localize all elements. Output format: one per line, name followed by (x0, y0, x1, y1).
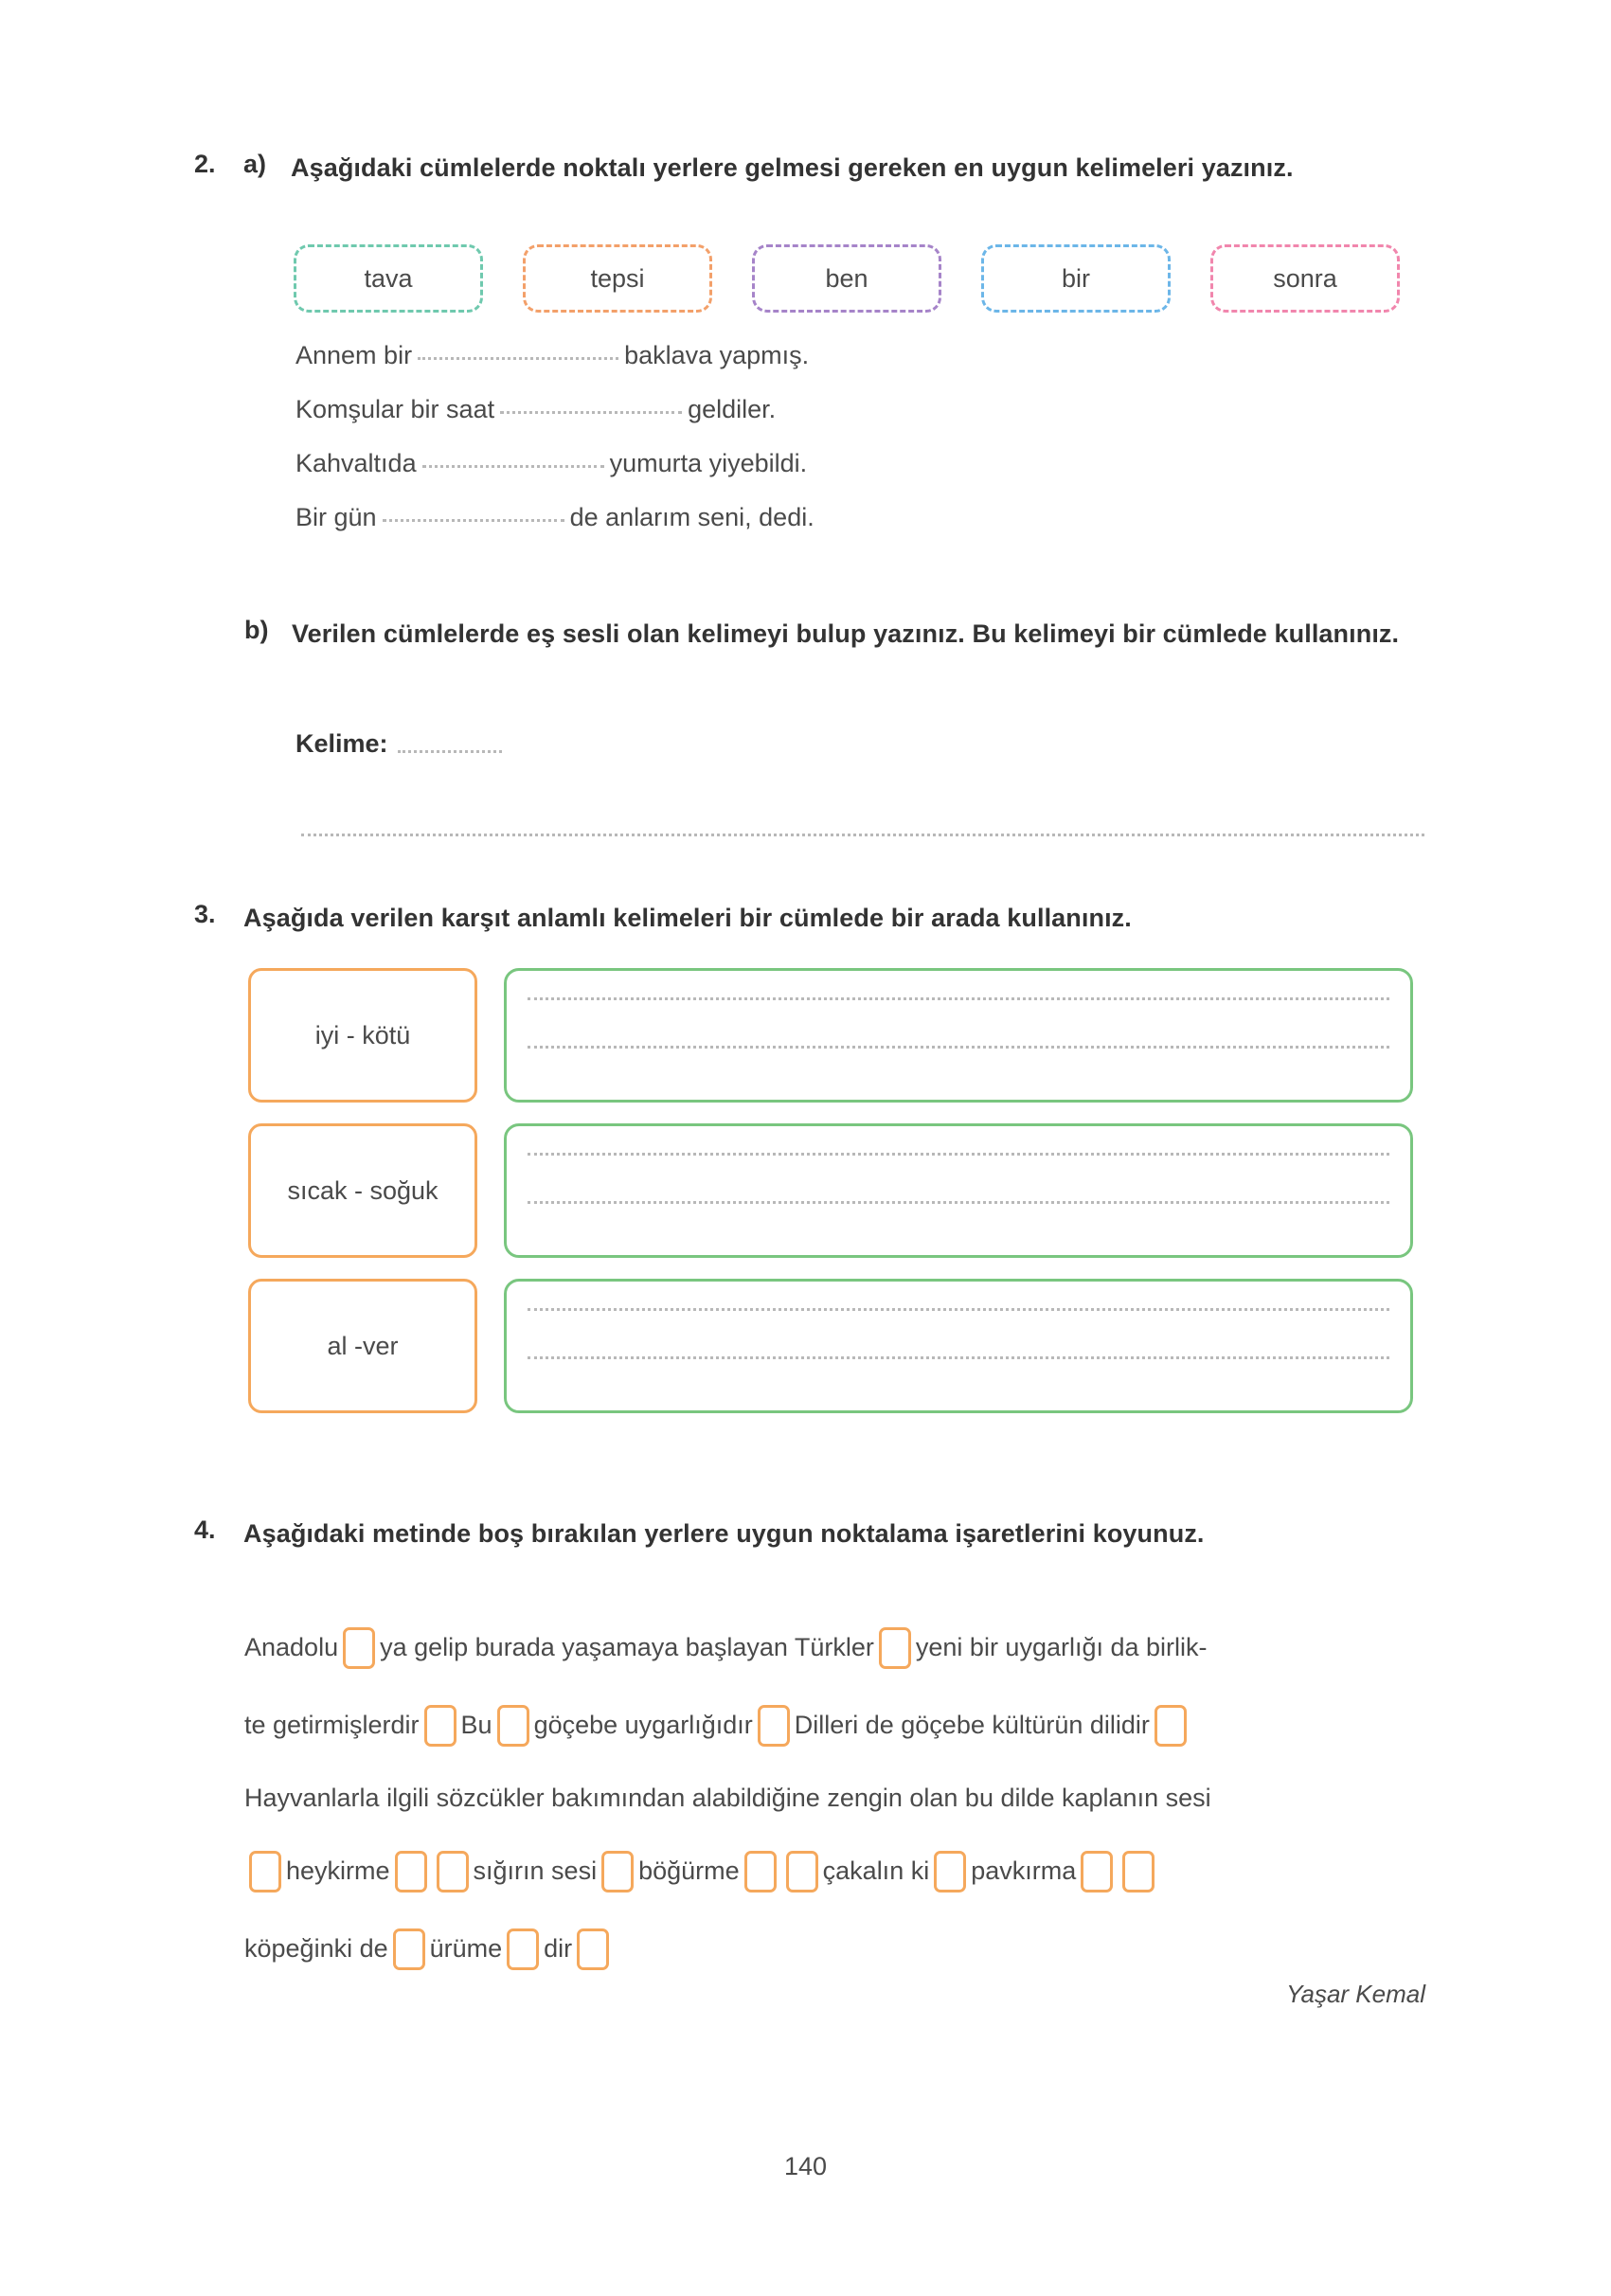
word-chip-label: sonra (1273, 263, 1337, 293)
antonym-answer-box[interactable] (504, 1279, 1413, 1413)
passage-line (244, 1928, 1428, 1970)
punctuation-blank-box[interactable] (424, 1705, 456, 1747)
fill-in-sentence (295, 393, 814, 426)
passage-text: dir (544, 1933, 573, 1963)
punctuation-blank-box[interactable] (744, 1851, 777, 1892)
sentence-text-after: yumurta yiyebildi. (609, 449, 808, 478)
passage-text: Anadolu (244, 1633, 339, 1662)
question-2b-letter: b) (244, 616, 269, 644)
kelime-answer-field[interactable] (398, 750, 502, 753)
sentence-text-before: Bir gün (295, 503, 377, 532)
sentence-text-before: Kahvaltıda (295, 449, 417, 478)
answer-write-line[interactable] (528, 1201, 1389, 1204)
passage-text: Hayvanlarla ilgili sözcükler bakımından alabildiğine zengin olan bu dilde kaplanın sesi (244, 1784, 1211, 1812)
passage-line (244, 1627, 1428, 1669)
question-4-prompt: Aşağıdaki metinde boş bırakılan yerlere uygun noktalama işaretlerini koyunuz. (243, 1519, 1205, 1548)
question-3-prompt: Aşağıda verilen karşıt anlamlı kelimeleri bir cümlede bir arada kullanınız. (243, 904, 1132, 932)
antonym-pair-row (248, 968, 1413, 1103)
passage-text: böğürme (638, 1856, 740, 1885)
question-3-number: 3. (194, 900, 216, 928)
antonym-pair-label: sıcak - soğuk (287, 1175, 439, 1205)
punctuation-blank-box[interactable] (497, 1705, 529, 1747)
question-2a-prompt: Aşağıdaki cümlelerde noktalı yerlere gelmesi gereken en uygun kelimeleri yazınız. (291, 153, 1294, 182)
page-number: 140 (783, 2152, 828, 2180)
punctuation-blank-box[interactable] (758, 1705, 790, 1747)
sentence-text-after: de anlarım seni, dedi. (569, 503, 814, 532)
passage-text: te getirmişlerdir (244, 1711, 420, 1740)
antonym-pair-label: iyi - kötü (314, 1020, 411, 1049)
passage-text: Bu (460, 1711, 492, 1740)
antonym-pair-box (248, 1279, 477, 1413)
punctuation-blank-box[interactable] (934, 1851, 966, 1892)
antonym-pair-label: al -ver (327, 1331, 399, 1360)
sentence-blank[interactable] (418, 357, 618, 360)
answer-write-line[interactable] (528, 997, 1389, 1000)
kelime-label: Kelime: (295, 729, 388, 758)
antonym-answer-box[interactable] (504, 968, 1413, 1103)
question-2a-letter: a) (243, 150, 267, 178)
punctuation-blank-box[interactable] (1155, 1705, 1187, 1747)
sentence-text-before: Annem bir (295, 341, 413, 369)
punctuation-blank-box[interactable] (1081, 1851, 1113, 1892)
question-3 (194, 900, 1435, 936)
passage-line (244, 1851, 1428, 1892)
punctuation-blank-box[interactable] (577, 1928, 609, 1970)
passage-text: sığırın sesi (473, 1856, 598, 1885)
punctuation-blank-box[interactable] (249, 1851, 281, 1892)
word-chip-label: bir (1061, 263, 1090, 293)
word-chip[interactable] (981, 244, 1171, 313)
punctuation-blank-box[interactable] (395, 1851, 427, 1892)
passage-text: ya gelip burada yaşamaya başlayan Türkler (380, 1633, 874, 1662)
antonym-pair-row (248, 1279, 1413, 1413)
passage-text: çakalın ki (822, 1856, 930, 1885)
punctuation-blank-box[interactable] (437, 1851, 469, 1892)
sentence-answer-line[interactable] (301, 834, 1424, 836)
passage-line (244, 1783, 1428, 1815)
word-chip-label: tava (364, 263, 413, 293)
answer-write-line[interactable] (528, 1356, 1389, 1359)
sentence-text-after: baklava yapmış. (624, 341, 810, 369)
sentence-text-before: Komşular bir saat (295, 395, 495, 424)
fill-in-sentence (295, 447, 814, 480)
word-bank (294, 244, 1400, 313)
passage-text: köpeğinki de (244, 1933, 388, 1963)
antonym-pair-box (248, 968, 477, 1103)
word-chip[interactable] (752, 244, 941, 313)
question-2 (194, 150, 1425, 186)
question-4-number: 4. (194, 1516, 216, 1544)
punctuation-blank-box[interactable] (601, 1851, 634, 1892)
punctuation-blank-box[interactable] (879, 1627, 911, 1669)
punctuation-blank-box[interactable] (393, 1928, 425, 1970)
antonym-pair-box (248, 1123, 477, 1258)
sentence-blank[interactable] (422, 465, 604, 468)
word-chip-label: tepsi (590, 263, 645, 293)
answer-write-line[interactable] (528, 1046, 1389, 1049)
passage-text: göçebe uygarlığıdır (533, 1711, 753, 1740)
sentence-blank[interactable] (500, 411, 682, 414)
kelime-answer-row (295, 729, 502, 759)
punctuation-passage (244, 1627, 1428, 2006)
word-chip[interactable] (523, 244, 712, 313)
word-chip[interactable] (294, 244, 483, 313)
punctuation-blank-box[interactable] (343, 1627, 375, 1669)
passage-text: Dilleri de göçebe kültürün dilidir (794, 1711, 1150, 1740)
punctuation-blank-box[interactable] (786, 1851, 818, 1892)
word-chip-label: ben (825, 263, 868, 293)
passage-text: heykirme (286, 1856, 390, 1885)
antonym-answer-box[interactable] (504, 1123, 1413, 1258)
word-chip[interactable] (1210, 244, 1400, 313)
antonym-pairs-list (248, 968, 1413, 1434)
passage-line (244, 1705, 1428, 1747)
answer-write-line[interactable] (528, 1153, 1389, 1156)
passage-text: yeni bir uygarlığı da birlik- (915, 1633, 1208, 1662)
author-credit: Yaşar Kemal (1286, 1980, 1425, 2008)
punctuation-blank-box[interactable] (1122, 1851, 1155, 1892)
sentence-text-after: geldiler. (688, 395, 777, 424)
passage-text: ürüme (429, 1933, 503, 1963)
fill-in-sentences (295, 339, 814, 555)
question-2b (244, 616, 1428, 652)
fill-in-sentence (295, 501, 814, 534)
passage-text: pavkırma (971, 1856, 1077, 1885)
question-2-number: 2. (194, 150, 216, 178)
answer-write-line[interactable] (528, 1308, 1389, 1311)
antonym-pair-row (248, 1123, 1413, 1258)
question-4 (194, 1516, 1435, 1552)
fill-in-sentence (295, 339, 814, 372)
sentence-blank[interactable] (383, 519, 564, 522)
punctuation-blank-box[interactable] (507, 1928, 539, 1970)
question-2b-prompt: Verilen cümlelerde eş sesli olan kelimeyi bulup yazınız. Bu kelimeyi bir cümlede kullanınız. (292, 619, 1400, 648)
